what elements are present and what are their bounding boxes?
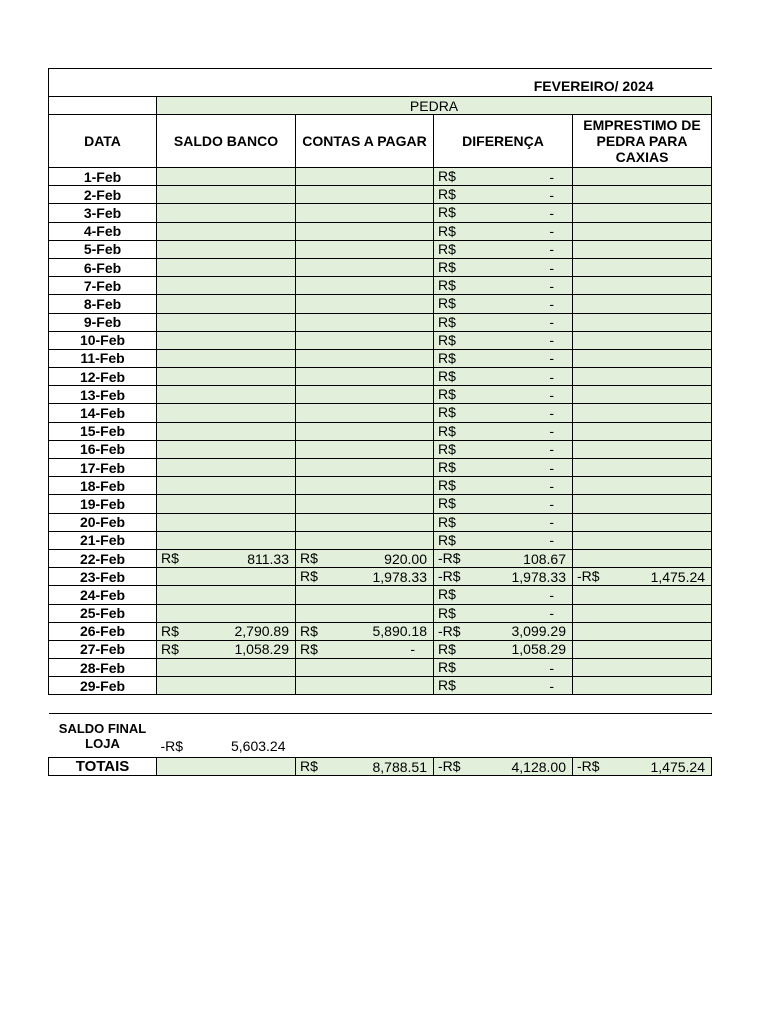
diferenca-value: - (549, 405, 554, 422)
date-cell: 18-Feb (49, 477, 157, 495)
emprestimo-cell (573, 368, 712, 386)
contas-a-pagar-cell (296, 604, 434, 622)
contas-a-pagar-value: 5,890.18 (372, 623, 427, 640)
diferenca-cell (434, 386, 573, 404)
saldo-banco-cell (157, 640, 296, 658)
contas-a-pagar-cell (296, 404, 434, 422)
emprestimo-cell (573, 277, 712, 295)
diferenca-currency: R$ (438, 168, 456, 184)
contas-a-pagar-cell (296, 168, 434, 186)
date-cell: 24-Feb (49, 586, 157, 604)
diferenca-cell (434, 186, 573, 204)
contas-a-pagar-cell (296, 677, 434, 695)
footer-table (48, 713, 712, 776)
diferenca-value: - (549, 605, 554, 622)
saldo-banco-cell (157, 677, 296, 695)
diferenca-value: - (549, 532, 554, 549)
contas-a-pagar-cell (296, 640, 434, 658)
diferenca-cell (434, 331, 573, 349)
emprestimo-cell (573, 622, 712, 640)
table-row (49, 186, 712, 204)
diferenca-value: - (549, 295, 554, 312)
diferenca-currency: R$ (438, 368, 456, 385)
date-cell: 19-Feb (49, 495, 157, 513)
emprestimo-cell (573, 204, 712, 222)
diferenca-value: - (549, 168, 554, 185)
date-cell: 3-Feb (49, 204, 157, 222)
diferenca-currency: R$ (438, 677, 456, 694)
pedra-table (48, 68, 712, 695)
table-row (49, 622, 712, 640)
contas-a-pagar-cell (296, 513, 434, 531)
diferenca-value: - (549, 277, 554, 294)
table-row (49, 459, 712, 477)
saldo-banco-value: 811.33 (247, 550, 289, 567)
date-cell: 12-Feb (49, 368, 157, 386)
diferenca-value: - (549, 186, 554, 203)
saldo-banco-cell (157, 386, 296, 404)
spreadsheet (48, 68, 711, 776)
table-row (49, 604, 712, 622)
diferenca-currency: R$ (438, 295, 456, 312)
diferenca-currency: R$ (438, 459, 456, 475)
saldo-banco-cell (157, 659, 296, 677)
totais-emp-cell (573, 758, 712, 776)
table-row (49, 531, 712, 549)
table-row (49, 640, 712, 658)
saldo-banco-cell (157, 204, 296, 222)
emprestimo-cell (573, 640, 712, 658)
saldo-banco-cell (157, 222, 296, 240)
date-cell: 20-Feb (49, 513, 157, 531)
diferenca-currency: R$ (438, 531, 456, 548)
diferenca-value: 108.67 (523, 550, 566, 567)
saldo-banco-cell (157, 168, 296, 186)
contas-a-pagar-cell (296, 477, 434, 495)
emprestimo-cell (573, 222, 712, 240)
totais-saldo-cell (157, 758, 296, 776)
saldo-banco-cell (157, 477, 296, 495)
diferenca-currency: R$ (438, 331, 456, 348)
date-cell: 16-Feb (49, 440, 157, 458)
pedra-header: PEDRA (157, 97, 712, 115)
emprestimo-cell (573, 404, 712, 422)
contas-a-pagar-cell (296, 586, 434, 604)
emprestimo-value: 1,475.24 (650, 568, 706, 585)
diferenca-cell (434, 440, 573, 458)
table-row (49, 568, 712, 586)
date-cell: 1-Feb (49, 168, 157, 186)
totais-emp-value: 1,475.24 (650, 758, 705, 775)
diferenca-currency: R$ (438, 659, 456, 676)
diferenca-cell (434, 277, 573, 295)
table-row (49, 222, 712, 240)
saldo-banco-cell (157, 404, 296, 422)
contas-a-pagar-value: 920.00 (384, 550, 427, 567)
diferenca-cell (434, 313, 573, 331)
contas-a-pagar-cell (296, 368, 434, 386)
table-row (49, 677, 712, 695)
saldo-banco-cell (157, 240, 296, 258)
contas-a-pagar-cell (296, 313, 434, 331)
emprestimo-cell (573, 440, 712, 458)
diferenca-currency: R$ (438, 422, 456, 439)
saldo-banco-cell (157, 440, 296, 458)
header-data: DATA (49, 115, 157, 168)
diferenca-value: - (549, 368, 554, 385)
contas-a-pagar-cell (296, 222, 434, 240)
diferenca-cell (434, 422, 573, 440)
saldo-banco-cell (157, 186, 296, 204)
date-cell: 5-Feb (49, 240, 157, 258)
totais-dif-cell (434, 758, 573, 776)
emprestimo-cell (573, 531, 712, 549)
header-emprestimo: EMPRESTIMO DE PEDRA PARA CAXIAS (573, 115, 712, 168)
emprestimo-cell (573, 477, 712, 495)
saldo-banco-cell (157, 313, 296, 331)
date-cell: 2-Feb (49, 186, 157, 204)
totais-contas-cell (296, 758, 434, 776)
saldo-banco-value: 1,058.29 (234, 641, 289, 658)
table-row (49, 440, 712, 458)
saldo-banco-currency: R$ (161, 622, 179, 639)
diferenca-cell (434, 204, 573, 222)
saldo-banco-cell (157, 586, 296, 604)
diferenca-currency: R$ (438, 222, 456, 239)
contas-a-pagar-cell (296, 495, 434, 513)
date-cell: 14-Feb (49, 404, 157, 422)
emprestimo-cell (573, 386, 712, 404)
diferenca-cell (434, 677, 573, 695)
diferenca-currency: R$ (438, 240, 456, 257)
date-cell: 21-Feb (49, 531, 157, 549)
diferenca-cell (434, 640, 573, 658)
diferenca-cell (434, 531, 573, 549)
diferenca-cell (434, 349, 573, 367)
saldo-banco-cell (157, 331, 296, 349)
group-header-row (49, 97, 712, 115)
emprestimo-cell (573, 659, 712, 677)
saldo-banco-cell (157, 622, 296, 640)
date-cell: 7-Feb (49, 277, 157, 295)
diferenca-value: - (549, 586, 554, 603)
contas-a-pagar-cell (296, 440, 434, 458)
column-header-row (49, 115, 712, 168)
saldo-final-row (49, 714, 712, 758)
saldo-banco-cell (157, 349, 296, 367)
diferenca-cell (434, 222, 573, 240)
contas-a-pagar-cell (296, 186, 434, 204)
table-row (49, 313, 712, 331)
contas-a-pagar-cell (296, 258, 434, 276)
diferenca-value: - (549, 386, 554, 403)
diferenca-cell (434, 240, 573, 258)
date-cell: 4-Feb (49, 222, 157, 240)
emprestimo-cell (573, 422, 712, 440)
date-cell: 13-Feb (49, 386, 157, 404)
saldo-banco-cell (157, 513, 296, 531)
saldo-banco-cell (157, 495, 296, 513)
emprestimo-cell (573, 186, 712, 204)
diferenca-value: - (549, 677, 554, 694)
contas-a-pagar-cell (296, 295, 434, 313)
table-row (49, 659, 712, 677)
table-row (49, 404, 712, 422)
totais-contas-value: 8,788.51 (372, 758, 427, 775)
saldo-banco-value: 2,790.89 (234, 623, 289, 640)
table-row (49, 586, 712, 604)
diferenca-currency: R$ (438, 604, 456, 621)
diferenca-value: 3,099.29 (511, 623, 566, 640)
saldo-banco-cell (157, 277, 296, 295)
diferenca-cell (434, 368, 573, 386)
table-row (49, 258, 712, 276)
saldo-banco-cell (157, 422, 296, 440)
diferenca-currency: R$ (438, 258, 456, 275)
title-row (49, 69, 712, 97)
date-cell: 11-Feb (49, 349, 157, 367)
table-row (49, 368, 712, 386)
date-cell: 26-Feb (49, 622, 157, 640)
diferenca-cell (434, 659, 573, 677)
diferenca-currency: R$ (438, 277, 456, 294)
month-title: FEVEREIRO/ 2024 (49, 69, 712, 97)
diferenca-currency: R$ (438, 204, 456, 221)
table-row (49, 495, 712, 513)
date-cell: 8-Feb (49, 295, 157, 313)
diferenca-value: - (549, 659, 554, 676)
saldo-final-label: SALDO FINAL LOJA (49, 714, 157, 758)
diferenca-value: - (549, 241, 554, 258)
contas-a-pagar-cell (296, 240, 434, 258)
emprestimo-cell (573, 549, 712, 567)
contas-a-pagar-cell (296, 549, 434, 567)
date-cell: 23-Feb (49, 568, 157, 586)
totais-dif-value: 4,128.00 (511, 758, 566, 775)
diferenca-currency: -R$ (438, 622, 461, 639)
contas-a-pagar-value: 1,978.33 (372, 568, 427, 585)
totais-emp-currency: -R$ (577, 758, 600, 775)
contas-a-pagar-cell (296, 622, 434, 640)
table-row (49, 477, 712, 495)
emprestimo-cell (573, 495, 712, 513)
blank-cell (434, 714, 573, 758)
blank-cell (49, 97, 157, 115)
totais-label: TOTAIS (49, 758, 157, 776)
date-cell: 25-Feb (49, 604, 157, 622)
table-row (49, 549, 712, 567)
contas-a-pagar-currency: R$ (300, 640, 318, 657)
diferenca-currency: -R$ (438, 568, 461, 585)
contas-a-pagar-cell (296, 349, 434, 367)
saldo-banco-cell (157, 604, 296, 622)
diferenca-cell (434, 258, 573, 276)
diferenca-currency: R$ (438, 349, 456, 366)
blank-cell (296, 714, 434, 758)
contas-a-pagar-currency: R$ (300, 622, 318, 639)
totais-dif-currency: -R$ (438, 758, 461, 775)
diferenca-currency: R$ (438, 404, 456, 421)
contas-a-pagar-cell (296, 531, 434, 549)
contas-a-pagar-cell (296, 277, 434, 295)
header-contas-a-pagar: CONTAS A PAGAR (296, 115, 434, 168)
saldo-final-currency: -R$ (160, 738, 184, 755)
emprestimo-currency: -R$ (577, 568, 600, 585)
blank-cell (573, 714, 712, 758)
table-row (49, 204, 712, 222)
contas-a-pagar-cell (296, 204, 434, 222)
diferenca-value: - (549, 259, 554, 276)
diferenca-cell (434, 549, 573, 567)
header-diferenca: DIFERENÇA (434, 115, 573, 168)
diferenca-currency: -R$ (438, 549, 461, 566)
diferenca-currency: R$ (438, 586, 456, 603)
date-cell: 29-Feb (49, 677, 157, 695)
contas-a-pagar-cell (296, 331, 434, 349)
table-row (49, 386, 712, 404)
diferenca-currency: R$ (438, 495, 456, 512)
diferenca-value: - (549, 204, 554, 221)
totais-contas-currency: R$ (300, 758, 318, 775)
diferenca-value: - (549, 314, 554, 331)
diferenca-value: - (549, 332, 554, 349)
diferenca-cell (434, 168, 573, 186)
emprestimo-cell (573, 313, 712, 331)
contas-a-pagar-cell (296, 659, 434, 677)
diferenca-cell (434, 604, 573, 622)
table-row (49, 295, 712, 313)
table-row (49, 277, 712, 295)
diferenca-currency: R$ (438, 440, 456, 457)
table-row (49, 240, 712, 258)
date-cell: 15-Feb (49, 422, 157, 440)
diferenca-cell (434, 459, 573, 477)
emprestimo-cell (573, 331, 712, 349)
emprestimo-cell (573, 513, 712, 531)
saldo-banco-cell (157, 295, 296, 313)
contas-a-pagar-cell (296, 422, 434, 440)
table-row (49, 513, 712, 531)
diferenca-cell (434, 477, 573, 495)
saldo-banco-currency: R$ (161, 549, 179, 566)
contas-a-pagar-cell (296, 568, 434, 586)
emprestimo-cell (573, 295, 712, 313)
diferenca-cell (434, 495, 573, 513)
table-row (49, 349, 712, 367)
saldo-banco-cell (157, 531, 296, 549)
emprestimo-cell (573, 240, 712, 258)
diferenca-currency: R$ (438, 640, 456, 657)
emprestimo-cell (573, 586, 712, 604)
table-row (49, 422, 712, 440)
date-cell: 6-Feb (49, 258, 157, 276)
saldo-final-cell (157, 714, 296, 758)
emprestimo-cell (573, 677, 712, 695)
saldo-final-value: 5,603.24 (231, 738, 286, 755)
date-cell: 17-Feb (49, 459, 157, 477)
diferenca-value: 1,058.29 (511, 641, 566, 658)
emprestimo-cell (573, 168, 712, 186)
diferenca-cell (434, 586, 573, 604)
contas-a-pagar-currency: R$ (300, 549, 318, 566)
table-row (49, 331, 712, 349)
diferenca-cell (434, 622, 573, 640)
header-saldo-banco: SALDO BANCO (157, 115, 296, 168)
saldo-banco-cell (157, 258, 296, 276)
contas-a-pagar-value: - (410, 641, 415, 658)
diferenca-currency: R$ (438, 513, 456, 530)
date-cell: 27-Feb (49, 640, 157, 658)
date-cell: 9-Feb (49, 313, 157, 331)
emprestimo-cell (573, 604, 712, 622)
diferenca-value: - (549, 423, 554, 440)
saldo-banco-cell (157, 568, 296, 586)
diferenca-value: - (549, 350, 554, 367)
saldo-banco-cell (157, 368, 296, 386)
date-cell: 28-Feb (49, 659, 157, 677)
saldo-banco-cell (157, 549, 296, 567)
contas-a-pagar-currency: R$ (300, 568, 318, 585)
diferenca-currency: R$ (438, 386, 456, 403)
emprestimo-cell (573, 349, 712, 367)
emprestimo-cell (573, 258, 712, 276)
diferenca-currency: R$ (438, 477, 456, 494)
emprestimo-cell (573, 568, 712, 586)
emprestimo-cell (573, 459, 712, 477)
saldo-banco-cell (157, 459, 296, 477)
diferenca-value: 1,978.33 (511, 568, 566, 585)
diferenca-cell (434, 404, 573, 422)
diferenca-value: - (549, 514, 554, 531)
diferenca-cell (434, 295, 573, 313)
date-cell: 10-Feb (49, 331, 157, 349)
date-cell: 22-Feb (49, 549, 157, 567)
saldo-banco-currency: R$ (161, 640, 179, 657)
diferenca-value: - (549, 441, 554, 458)
contas-a-pagar-cell (296, 459, 434, 477)
diferenca-cell (434, 568, 573, 586)
diferenca-value: - (549, 477, 554, 494)
diferenca-currency: R$ (438, 313, 456, 330)
table-row (49, 168, 712, 186)
diferenca-value: - (549, 459, 554, 476)
diferenca-currency: R$ (438, 186, 456, 203)
diferenca-cell (434, 513, 573, 531)
diferenca-value: - (549, 495, 554, 512)
totais-row (49, 758, 712, 776)
diferenca-value: - (549, 223, 554, 240)
contas-a-pagar-cell (296, 386, 434, 404)
